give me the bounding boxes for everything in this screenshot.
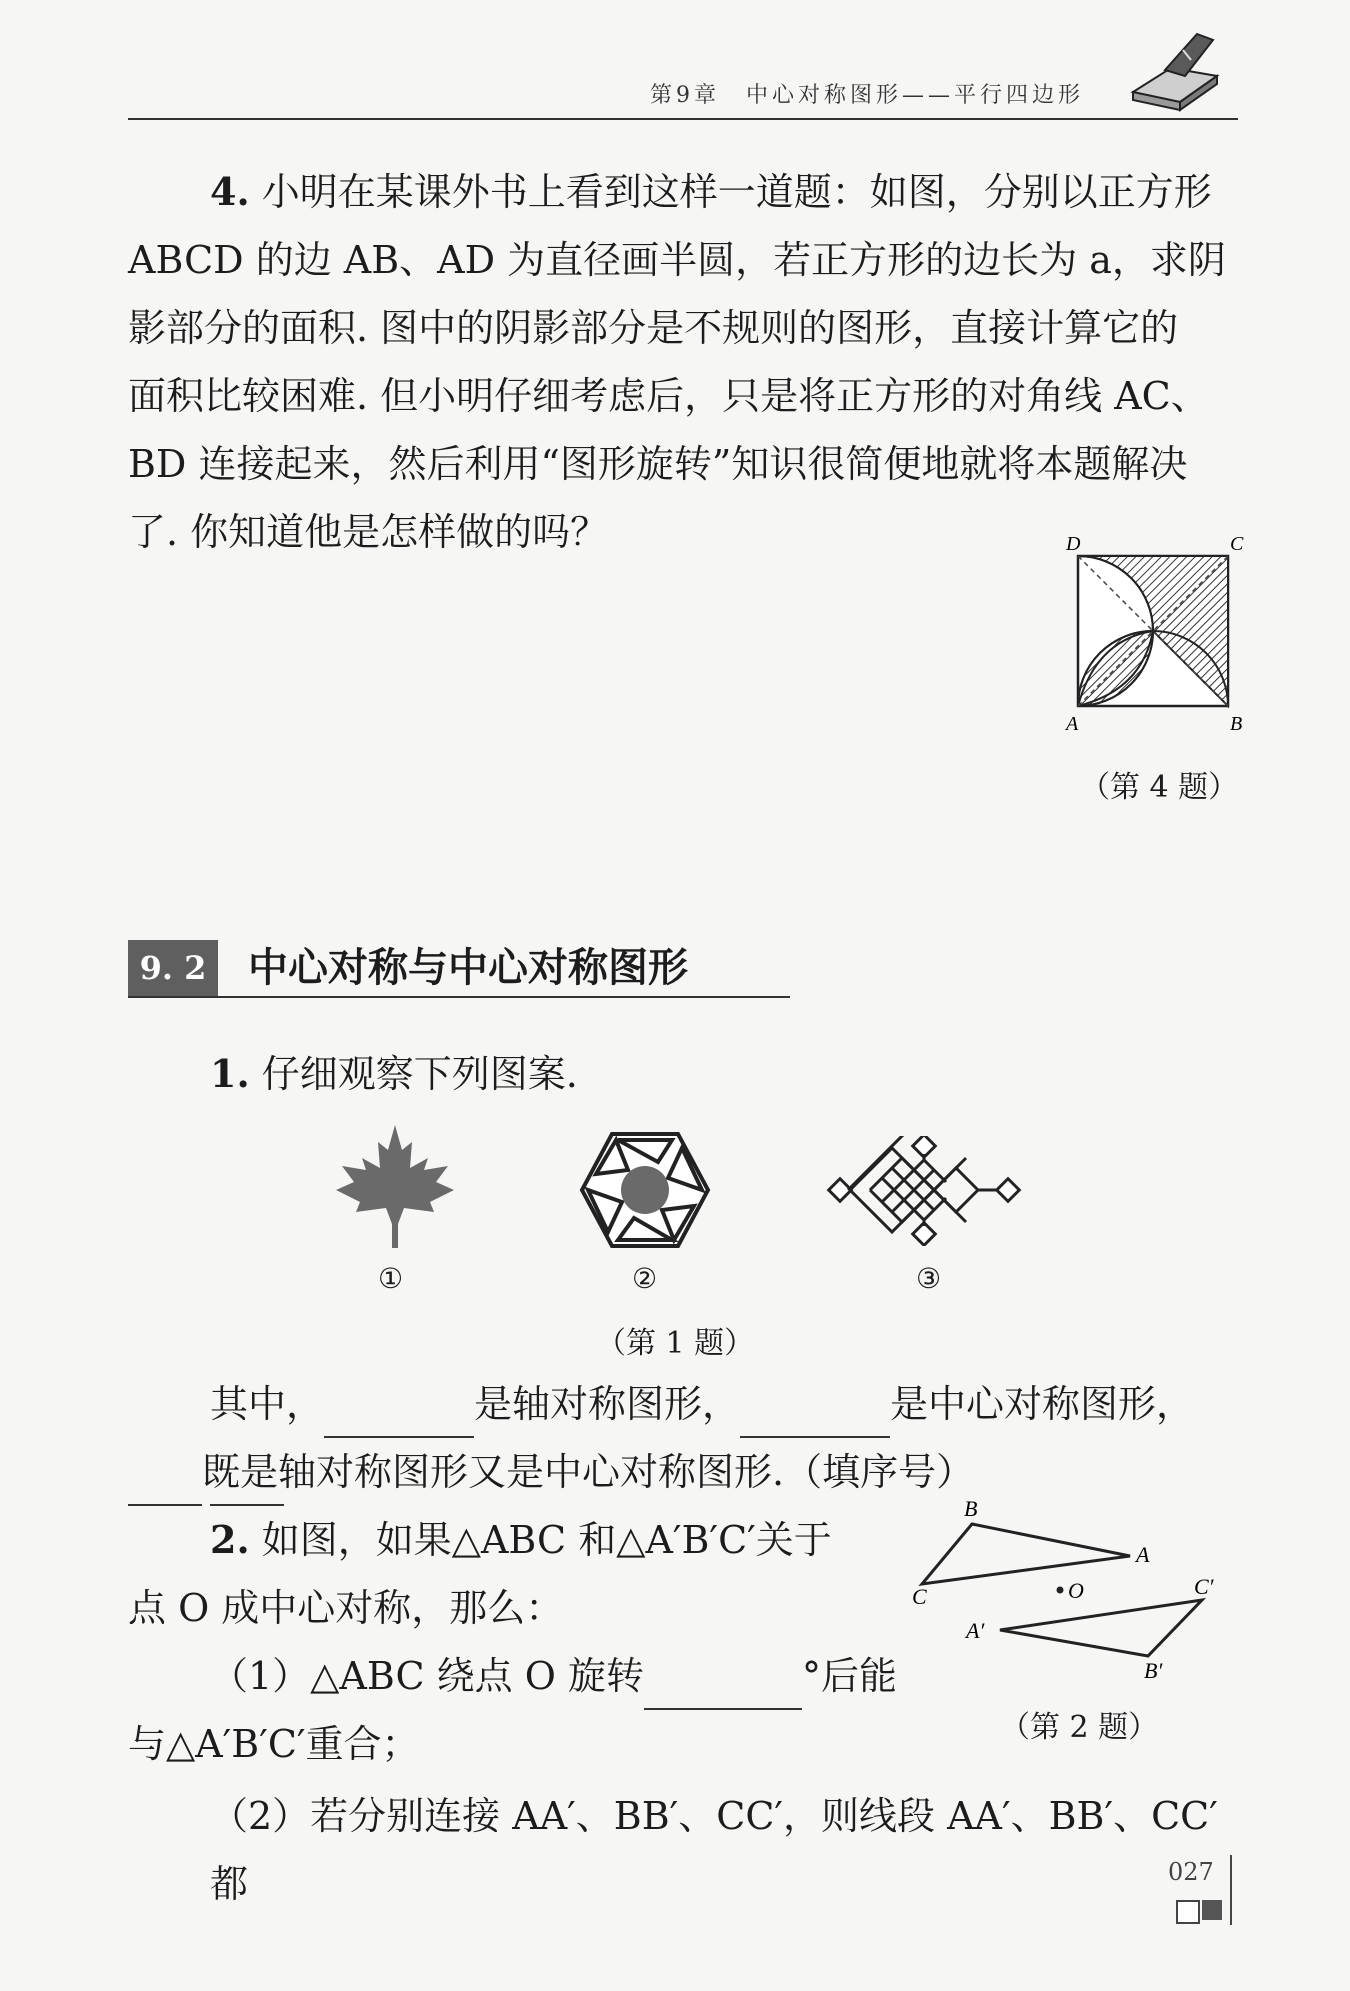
- label-A-prime: A′: [966, 1618, 985, 1643]
- fill-text-4: 既是轴对称图形又是中心对称图形.（填序号）: [202, 1450, 975, 1494]
- problem4-number: 4.: [210, 169, 250, 214]
- problem4-text-1: 小明在某课外书上看到这样一道题：如图，分别以正方形: [261, 170, 1212, 214]
- problem1-line: [128, 1040, 1240, 1108]
- figure-mark-3: ③: [916, 1262, 942, 1295]
- problem4-line-6: 了. 你知道他是怎样做的吗？: [128, 510, 609, 554]
- problem4-line-5: BD 连接起来，然后利用“图形旋转”知识很简便地就将本题解决: [128, 442, 1188, 486]
- label-B: B: [1230, 713, 1243, 735]
- problem4-line-2: ABCD 的边 AB、AD 为直径画半圆，若正方形的边长为 a，求阴: [128, 238, 1226, 282]
- fill-text-1: 其中，: [210, 1382, 325, 1426]
- label-C: C: [1230, 533, 1244, 555]
- section-rule: [128, 996, 790, 998]
- label-C: C: [912, 1584, 927, 1609]
- problem2-line-2: 点 O 成中心对称，那么：: [128, 1586, 564, 1630]
- problem2-sub1: [128, 1642, 908, 1710]
- problem2-sub1-text-b: °后能: [801, 1654, 897, 1698]
- figure-mark-1: ①: [378, 1262, 404, 1295]
- label-A: A: [1066, 713, 1079, 735]
- problem2-figure: [900, 1494, 1240, 1684]
- problem1-text: 仔细观察下列图案.: [261, 1052, 578, 1096]
- problem2-sub2: （2）若分别连接 AA′、BB′、CC′，则线段 AA′、BB′、CC′都: [210, 1794, 1218, 1906]
- section-number: 9. 2: [128, 940, 218, 996]
- blank-both-part-2[interactable]: [128, 1464, 202, 1506]
- section-title: 中心对称与中心对称图形: [248, 944, 688, 991]
- problem4-figure: [1060, 530, 1250, 740]
- page-number-rule: [1230, 1855, 1232, 1925]
- problem2-line-1: [128, 1506, 908, 1574]
- label-B-prime: B′: [1144, 1658, 1163, 1683]
- problem2-sub1-text-a: （1）△ABC 绕点 O 旋转: [210, 1654, 644, 1698]
- problem4-line-4: 面积比较困难. 但小明仔细考虑后，只是将正方形的对角线 AC、: [128, 374, 1209, 418]
- label-B: B: [964, 1496, 978, 1521]
- label-A: A: [1136, 1542, 1150, 1567]
- chapter-title: 中心对称图形——平行四边形: [746, 83, 1085, 108]
- figure1-caption: （第 1 题）: [596, 1326, 755, 1361]
- problem4-line-3: 影部分的面积. 图中的阴影部分是不规则的图形，直接计算它的: [128, 306, 1179, 350]
- problem1-number: 1.: [210, 1051, 250, 1096]
- blank-rotation-degrees[interactable]: [644, 1668, 802, 1710]
- label-C-prime: C′: [1194, 1574, 1214, 1599]
- fill-text-3: 是中心对称图形，: [890, 1382, 1195, 1426]
- page-number: 027: [1168, 1858, 1214, 1886]
- problem2-text-1: 如图，如果△ABC 和△A′B′C′关于: [261, 1518, 832, 1562]
- header-rule: [128, 118, 1238, 120]
- knot-figure: [826, 1136, 1022, 1246]
- figure2-caption: （第 2 题）: [1000, 1710, 1159, 1745]
- corner-box-filled: [1202, 1900, 1222, 1920]
- chapter-label: 第9章: [650, 83, 720, 108]
- problem2-number: 2.: [210, 1517, 250, 1562]
- blank-axis-symmetric[interactable]: [324, 1396, 474, 1438]
- corner-box-outline: [1176, 1900, 1200, 1924]
- problem2-sub1-cont: 与△A′B′C′重合；: [128, 1722, 420, 1766]
- blank-central-symmetric[interactable]: [740, 1396, 890, 1438]
- fill-text-2: 是轴对称图形，: [474, 1382, 741, 1426]
- pinwheel-figure: [578, 1128, 712, 1252]
- problem4-line-1: [128, 158, 1240, 226]
- label-D: D: [1066, 533, 1081, 555]
- figure4-caption: （第 4 题）: [1080, 770, 1239, 805]
- maple-leaf-figure: [330, 1120, 460, 1250]
- figure-mark-2: ②: [632, 1262, 658, 1295]
- running-head: [650, 78, 1084, 109]
- label-O: O: [1068, 1578, 1084, 1603]
- book-icon: [1125, 30, 1225, 112]
